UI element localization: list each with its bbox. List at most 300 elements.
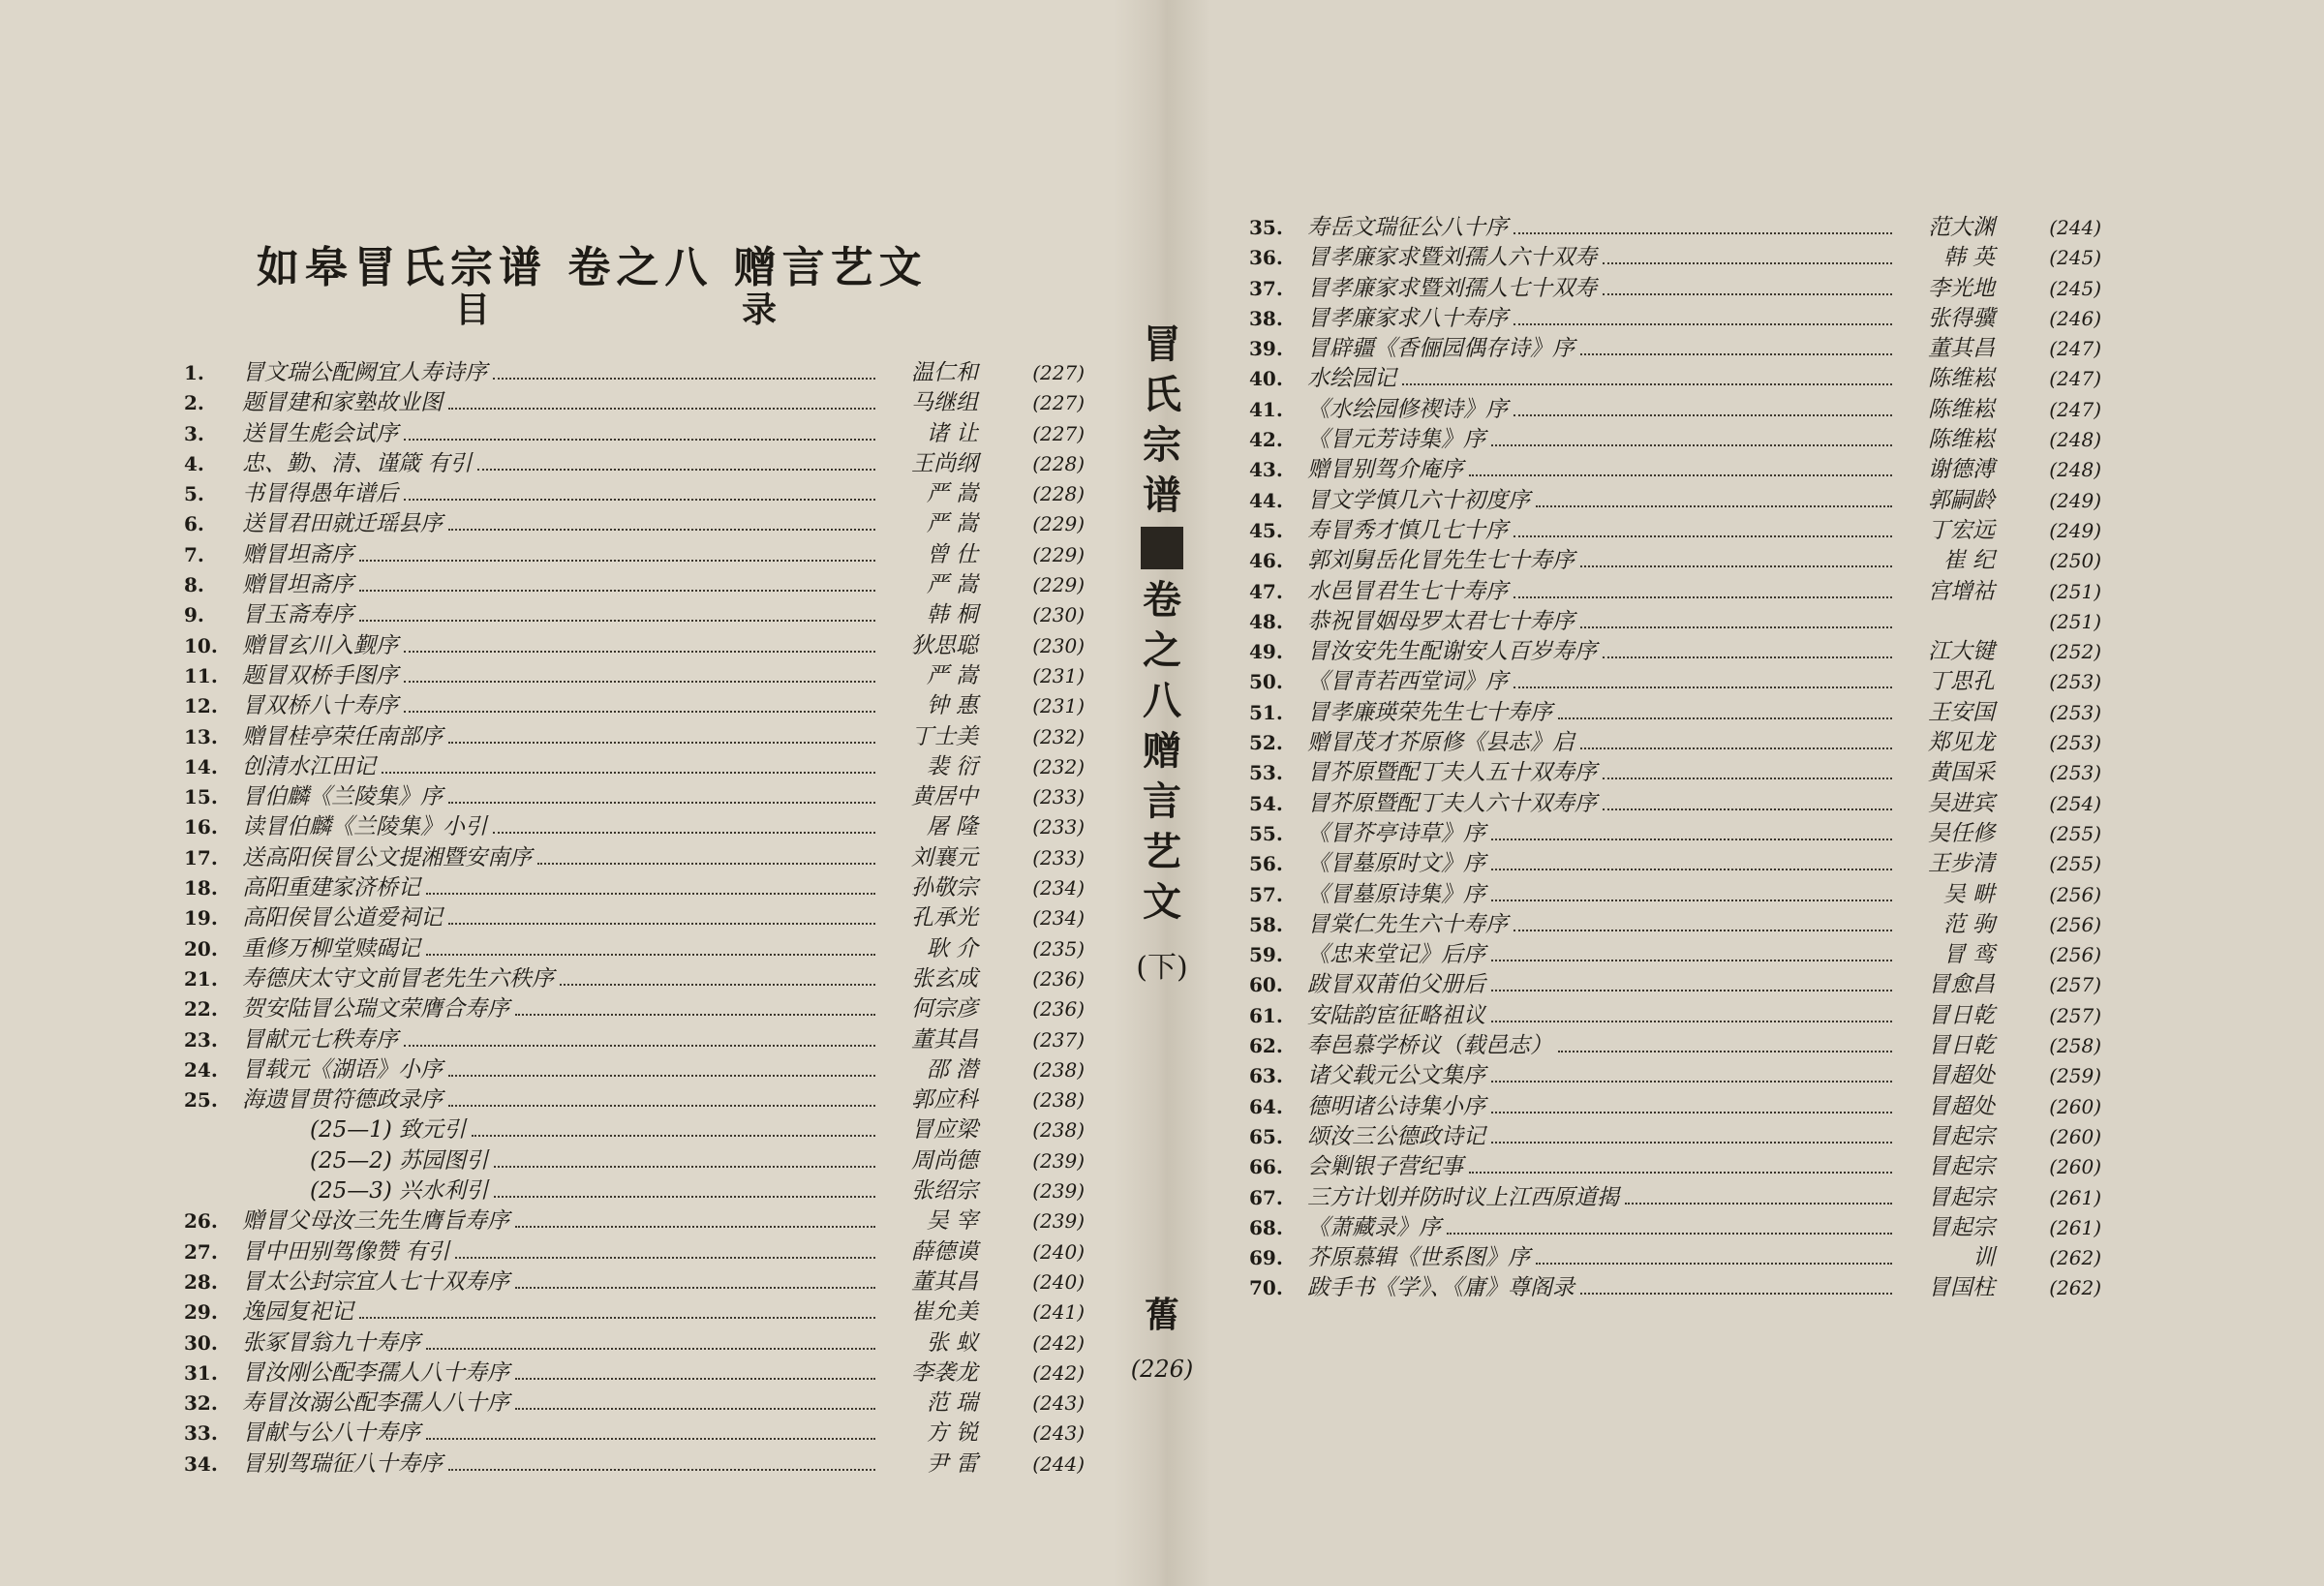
entry-title: 赠冒坦斋序 [242, 572, 353, 598]
entry-author: 郭嗣龄 [1928, 487, 1995, 513]
entry-number: 37. [1249, 276, 1283, 300]
entry-title: 题冒建和家塾故业图 [242, 390, 443, 416]
entry-leader-dots [1491, 977, 1892, 992]
entry-leader-dots [1625, 1189, 1892, 1205]
toc-entry [184, 752, 1085, 782]
entry-page: (234) [1032, 876, 1085, 900]
entry-leader-dots [515, 1364, 875, 1380]
entry-title: 寿冒汝溺公配李孺人八十序 [242, 1390, 509, 1417]
entry-leader-dots [537, 849, 875, 865]
entry-author: 黄居中 [911, 784, 978, 810]
entry-page: (254) [2049, 791, 2101, 815]
entry-leader-dots [1491, 1007, 1892, 1022]
entry-leader-dots [1469, 462, 1892, 477]
entry-author: 丁思孔 [1928, 669, 1995, 695]
entry-leader-dots [1491, 946, 1892, 961]
entry-number: 12. [184, 694, 218, 718]
entry-title: 海遗冒贯符德政录序 [242, 1087, 443, 1113]
entry-author: 冒愈昌 [1928, 972, 1995, 998]
entry-page: (244) [2049, 216, 2101, 239]
entry-page: (255) [2049, 821, 2101, 845]
entry-page: (257) [2049, 973, 2101, 997]
entry-leader-dots [426, 940, 875, 956]
spine-char: 氏 [1143, 372, 1181, 417]
entry-number: 33. [184, 1421, 218, 1446]
entry-page: (229) [1032, 512, 1085, 536]
entry-leader-dots [448, 516, 875, 532]
toc-entry [1249, 546, 2101, 576]
toc-entry [184, 1206, 1085, 1236]
toc-entry [184, 812, 1085, 842]
entry-author: 王安国 [1928, 699, 1995, 725]
entry-page: (247) [2049, 337, 2101, 361]
entry-page: (261) [2049, 1185, 2101, 1209]
entry-author: 崔允美 [911, 1299, 978, 1326]
entry-number: 2. [184, 391, 204, 415]
toc-entry [184, 661, 1085, 691]
entry-title: 冒孝廉家求暨刘孺人七十双寿 [1307, 275, 1597, 301]
entry-number: 7. [184, 542, 204, 566]
toc-entry [184, 1388, 1085, 1418]
entry-page: (245) [2049, 276, 2101, 300]
entry-author: 吴 畊 [1942, 881, 1995, 907]
toc-entry [1249, 1183, 2101, 1213]
entry-leader-dots [515, 1273, 875, 1289]
entry-author: 狄思聪 [911, 632, 978, 658]
entry-leader-dots [1447, 1219, 1892, 1235]
entry-author: 董其昌 [911, 1026, 978, 1052]
entry-page: (256) [2049, 912, 2101, 936]
entry-page: (229) [1032, 542, 1085, 566]
entry-number: 3. [184, 421, 204, 445]
entry-title: 会剿银子营纪事 [1307, 1154, 1463, 1180]
toc-entry [184, 782, 1085, 812]
entry-page: (256) [2049, 882, 2101, 906]
entry-author: 薛德谟 [911, 1238, 978, 1265]
entry-page: (227) [1032, 421, 1085, 445]
entry-page: (233) [1032, 845, 1085, 869]
entry-author: 宫增祜 [1928, 578, 1995, 604]
entry-number: 45. [1249, 518, 1283, 542]
entry-leader-dots [448, 788, 875, 804]
toc-entry [1249, 789, 2101, 819]
entry-author: 王尚纲 [911, 450, 978, 476]
entry-number: 55. [1249, 821, 1283, 845]
entry-title: 冒文学慎几六十初度序 [1307, 487, 1530, 513]
toc-entry [184, 903, 1085, 933]
toc-entry [184, 1025, 1085, 1055]
entry-author: 韩 英 [1942, 245, 1995, 271]
entry-number: 42. [1249, 428, 1283, 452]
toc-entry [184, 449, 1085, 479]
entry-page: (247) [2049, 397, 2101, 421]
entry-number: 27. [184, 1239, 218, 1264]
toc-entry [1249, 274, 2101, 304]
entry-number: 43. [1249, 458, 1283, 482]
entry-leader-dots [426, 1425, 875, 1441]
entry-leader-dots [494, 1152, 875, 1168]
toc-entry [184, 1055, 1085, 1085]
entry-author: 方 锐 [926, 1420, 978, 1447]
toc-entry [1249, 1243, 2101, 1273]
toc-entry [1249, 1031, 2101, 1061]
entry-leader-dots [472, 1122, 875, 1138]
entry-author: 马继组 [911, 390, 978, 416]
entry-title: 《冒墓原时文》序 [1307, 851, 1485, 877]
entry-author: 张玄成 [911, 965, 978, 991]
entry-author: 董其昌 [911, 1268, 978, 1295]
entry-author: 黄国采 [1928, 760, 1995, 786]
entry-number: 70. [1249, 1276, 1283, 1300]
entry-author: 丁宏远 [1928, 517, 1995, 543]
entry-author: 陈维崧 [1928, 396, 1995, 422]
spine-char: 之 [1143, 627, 1181, 673]
entry-leader-dots [1603, 765, 1892, 780]
spine-char: 言 [1143, 778, 1181, 824]
entry-title: (25—1) 致元引 [310, 1117, 467, 1144]
entry-number: 48. [1249, 609, 1283, 633]
entry-author: 耿 介 [926, 935, 978, 961]
toc-entry [1249, 1152, 2101, 1182]
spine-char: 冒 [1143, 321, 1181, 367]
entry-leader-dots [1469, 1158, 1892, 1174]
entry-title: 冒伯麟《兰陵集》序 [242, 784, 443, 810]
entry-author: 屠 隆 [926, 814, 978, 840]
entry-page: (253) [2049, 700, 2101, 724]
toc-entry [1249, 940, 2101, 970]
entry-page: (256) [2049, 943, 2101, 967]
entry-number: 67. [1249, 1185, 1283, 1209]
toc-entry [184, 388, 1085, 418]
entry-page: (245) [2049, 246, 2101, 270]
entry-title: 《冒芥亭诗草》序 [1307, 820, 1485, 846]
entry-leader-dots [477, 455, 875, 471]
entry-number: 54. [1249, 791, 1283, 815]
entry-page: (259) [2049, 1064, 2101, 1088]
entry-page: (260) [2049, 1094, 2101, 1118]
page-number: (226) [1130, 1356, 1194, 1383]
entry-number: 16. [184, 815, 218, 839]
toc-entry [1249, 698, 2101, 728]
entry-title: 贺安陆冒公瑞文荣膺合寿序 [242, 996, 509, 1022]
entry-title: 芥原慕辑《世系图》序 [1307, 1245, 1530, 1271]
entry-leader-dots [1580, 552, 1892, 567]
entry-leader-dots [455, 1243, 875, 1259]
entry-number: 28. [184, 1269, 218, 1294]
entry-number: 6. [184, 512, 204, 536]
spine-char: 八 [1143, 678, 1181, 723]
entry-page: (262) [2049, 1276, 2101, 1300]
left-toc-list [184, 358, 1085, 1479]
toc-entry [184, 964, 1085, 994]
entry-page: (230) [1032, 633, 1085, 657]
entry-title: 冒芥原暨配丁夫人六十双寿序 [1307, 790, 1597, 816]
entry-leader-dots [448, 1091, 875, 1107]
entry-page: (232) [1032, 724, 1085, 748]
toc-entry [184, 479, 1085, 509]
entry-leader-dots [359, 576, 875, 592]
entry-title: 冒献与公八十寿序 [242, 1420, 420, 1447]
toc-entry [1249, 395, 2101, 425]
entry-leader-dots [404, 697, 875, 713]
toc-entry [184, 1358, 1085, 1388]
entry-title: 冒孝廉家求八十寿序 [1307, 305, 1508, 331]
entry-number: 1. [184, 361, 204, 384]
entry-leader-dots [560, 970, 875, 986]
entry-number: 50. [1249, 670, 1283, 694]
toc-entry [184, 1146, 1085, 1176]
entry-number: 23. [184, 1027, 218, 1052]
spine-volume-note: (下) [1136, 951, 1188, 985]
toc-entry [1249, 334, 2101, 364]
toc-entry [184, 722, 1085, 752]
entry-page: (236) [1032, 966, 1085, 991]
entry-page: (251) [2049, 609, 2101, 633]
spine-char: 艺 [1143, 829, 1181, 874]
entry-leader-dots [1514, 219, 1892, 234]
entry-title: 书冒得愚年谱后 [242, 481, 398, 507]
entry-title: (25—3) 兴水利引 [310, 1178, 489, 1205]
entry-author: 吴任修 [1928, 820, 1995, 846]
spine-end-char: 𦾔 [1144, 1295, 1179, 1335]
entry-leader-dots [1491, 431, 1892, 446]
entry-title: 水邑冒君生七十寿序 [1307, 578, 1508, 604]
toc-entry [184, 600, 1085, 630]
entry-title: 读冒伯麟《兰陵集》小引 [242, 814, 487, 840]
entry-number: 34. [184, 1451, 218, 1476]
entry-title: 诸父载元公文集序 [1307, 1063, 1485, 1089]
entry-number: 14. [184, 754, 218, 778]
entry-page: (239) [1032, 1179, 1085, 1204]
toc-entry [184, 1418, 1085, 1449]
entry-number: 26. [184, 1209, 218, 1234]
toc-entry [184, 540, 1085, 570]
entry-leader-dots [1514, 310, 1892, 325]
entry-author: 冒国柱 [1928, 1275, 1995, 1301]
entry-author: 冒 鸾 [1942, 942, 1995, 968]
entry-title: 题冒双桥手图序 [242, 662, 398, 688]
entry-number: 5. [184, 482, 204, 506]
toc-entry [1249, 577, 2101, 607]
entry-number: 68. [1249, 1215, 1283, 1239]
toc-entry [1249, 364, 2101, 394]
entry-number: 51. [1249, 700, 1283, 724]
entry-title: 冒汝安先生配谢安人百岁寿序 [1307, 639, 1597, 665]
entry-title: 逸园复祀记 [242, 1299, 353, 1326]
entry-author: 冒超处 [1928, 1063, 1995, 1089]
entry-title: 《冒青若西堂词》序 [1307, 669, 1508, 695]
right-toc-list [1249, 213, 2101, 1304]
heading-char-mu: 目 [455, 290, 491, 330]
entry-number: 44. [1249, 488, 1283, 512]
entry-leader-dots [1580, 734, 1892, 749]
entry-author: 陈维崧 [1928, 427, 1995, 453]
toc-entry [1249, 1273, 2101, 1303]
spine-title [1114, 320, 1210, 993]
entry-page: (238) [1032, 1057, 1085, 1082]
entry-leader-dots [1580, 613, 1892, 628]
entry-leader-dots [1514, 583, 1892, 598]
spine-char: 文 [1143, 879, 1181, 925]
entry-leader-dots [404, 425, 875, 441]
entry-page: (233) [1032, 785, 1085, 809]
heading-char-lu: 录 [742, 290, 778, 330]
entry-author: 严 嵩 [926, 511, 978, 537]
entry-page: (232) [1032, 754, 1085, 778]
entry-author: 冒起宗 [1928, 1214, 1995, 1240]
entry-author: 范 瑞 [926, 1390, 978, 1417]
entry-title: 寿冒秀才慎几七十序 [1307, 517, 1508, 543]
entry-title: 颂汝三公德政诗记 [1307, 1123, 1485, 1149]
entry-leader-dots [359, 1303, 875, 1319]
entry-leader-dots [404, 667, 875, 683]
entry-page: (227) [1032, 391, 1085, 415]
entry-author: 曾 仕 [926, 541, 978, 567]
spine-char: 宗 [1143, 422, 1181, 468]
entry-page: (243) [1032, 1421, 1085, 1446]
entry-title: 冒中田别驾像赞 有引 [242, 1238, 450, 1265]
entry-page: (236) [1032, 997, 1085, 1022]
entry-leader-dots [404, 637, 875, 653]
entry-page: (242) [1032, 1360, 1085, 1385]
entry-page: (248) [2049, 428, 2101, 452]
entry-number: 9. [184, 603, 204, 627]
entry-title: 张冢冒翁九十寿序 [242, 1329, 420, 1356]
entry-title: 冒棠仁先生六十寿序 [1307, 911, 1508, 937]
entry-author: 范 驹 [1942, 911, 1995, 937]
entry-title: 送冒生彪会试序 [242, 420, 398, 446]
entry-author: 周尚德 [911, 1147, 978, 1174]
entry-page: (258) [2049, 1034, 2101, 1058]
entry-number: 64. [1249, 1094, 1283, 1118]
toc-entry [1249, 213, 2101, 243]
toc-entry [184, 1176, 1085, 1206]
toc-entry [1249, 758, 2101, 788]
entry-author: 严 嵩 [926, 481, 978, 507]
entry-leader-dots [1603, 280, 1892, 295]
entry-title: 冒双桥八十寿序 [242, 693, 398, 719]
toc-entry [184, 631, 1085, 661]
entry-title: 送高阳侯冒公文提湘暨安南序 [242, 844, 532, 870]
entry-page: (260) [2049, 1124, 2101, 1148]
toc-entry [184, 873, 1085, 903]
entry-leader-dots [404, 485, 875, 501]
entry-number: 13. [184, 724, 218, 748]
entry-title: 安陆韵宦征略祖议 [1307, 1002, 1485, 1028]
entry-page: (253) [2049, 670, 2101, 694]
entry-page: (250) [2049, 549, 2101, 573]
entry-number: 25. [184, 1088, 218, 1113]
toc-entry [1249, 880, 2101, 910]
toc-entry [1249, 637, 2101, 667]
entry-author: 江大键 [1928, 639, 1995, 665]
entry-title: 冒别驾瑞征八十寿序 [242, 1450, 443, 1477]
entry-number: 22. [184, 997, 218, 1022]
entry-title: 冒文瑞公配阙宜人寿诗序 [242, 360, 487, 385]
toc-entry [1249, 243, 2101, 273]
entry-leader-dots [1514, 522, 1892, 537]
entry-title: 忠、勤、清、谨箴 有引 [242, 450, 473, 476]
toc-entry [184, 1237, 1085, 1267]
entry-author: 董其昌 [1928, 336, 1995, 362]
toc-entry [1249, 304, 2101, 334]
entry-author: 吴 宰 [926, 1208, 978, 1235]
entry-title: 冒汝刚公配李孺人八十寿序 [242, 1359, 509, 1386]
entry-number: 11. [184, 663, 218, 687]
entry-author: 张绍宗 [911, 1178, 978, 1205]
entry-page: (249) [2049, 488, 2101, 512]
entry-page: (253) [2049, 731, 2101, 755]
entry-leader-dots [515, 1394, 875, 1410]
entry-number: 49. [1249, 640, 1283, 664]
toc-entry [184, 358, 1085, 388]
entry-leader-dots [494, 1182, 875, 1198]
entry-author: 谢德溥 [1928, 457, 1995, 483]
toc-entry [1249, 819, 2101, 849]
entry-author: 冒超处 [1928, 1093, 1995, 1119]
entry-leader-dots [1558, 1037, 1892, 1052]
entry-page: (231) [1032, 694, 1085, 718]
toc-entry [184, 1297, 1085, 1327]
entry-number: 35. [1249, 216, 1283, 239]
toc-entry [184, 570, 1085, 600]
toc-entry [1249, 910, 2101, 940]
entry-page: (235) [1032, 936, 1085, 961]
entry-leader-dots [1558, 704, 1892, 719]
entry-author: 冒应梁 [911, 1117, 978, 1144]
entry-author: 吴进宾 [1928, 790, 1995, 816]
entry-page: (261) [2049, 1215, 2101, 1239]
entry-author: 钟 惠 [926, 693, 978, 719]
entry-author: 李光地 [1928, 275, 1995, 301]
entry-leader-dots [1514, 916, 1892, 931]
toc-entry [1249, 1122, 2101, 1152]
entry-title: 赠冒桂亭荣任南部序 [242, 723, 443, 749]
entry-leader-dots [1402, 371, 1892, 386]
toc-entry [184, 691, 1085, 721]
entry-page: (262) [2049, 1246, 2101, 1270]
entry-title: 奉邑慕学桥议（载邑志） [1307, 1033, 1552, 1059]
entry-number: 18. [184, 876, 218, 900]
spine-char: 卷 [1143, 577, 1181, 623]
toc-entry [1249, 849, 2101, 879]
entry-title: 冒孝廉瑛荣先生七十寿序 [1307, 699, 1552, 725]
entry-author: 冒日乾 [1928, 1002, 1995, 1028]
entry-author: 王步清 [1928, 851, 1995, 877]
entry-page: (242) [1032, 1330, 1085, 1355]
entry-page: (228) [1032, 482, 1085, 506]
entry-leader-dots [448, 1455, 875, 1471]
entry-leader-dots [515, 1213, 875, 1229]
entry-leader-dots [493, 364, 875, 380]
toc-entry [184, 419, 1085, 449]
toc-entry [184, 843, 1085, 873]
entry-author: 尹 雷 [926, 1450, 978, 1477]
entry-author: 冒起宗 [1928, 1184, 1995, 1210]
entry-title: 高阳重建家济桥记 [242, 875, 420, 901]
toc-entry [1249, 1061, 2101, 1091]
entry-author: 张得骥 [1928, 305, 1995, 331]
entry-title: 《忠来堂记》后序 [1307, 942, 1485, 968]
entry-page: (249) [2049, 518, 2101, 542]
entry-author: 韩 桐 [926, 602, 978, 628]
entry-leader-dots [1491, 855, 1892, 870]
entry-number: 31. [184, 1360, 218, 1385]
entry-leader-dots [1491, 1098, 1892, 1113]
entry-number: 59. [1249, 943, 1283, 967]
toc-entry [184, 1085, 1085, 1115]
entry-author: 陈维崧 [1928, 366, 1995, 392]
